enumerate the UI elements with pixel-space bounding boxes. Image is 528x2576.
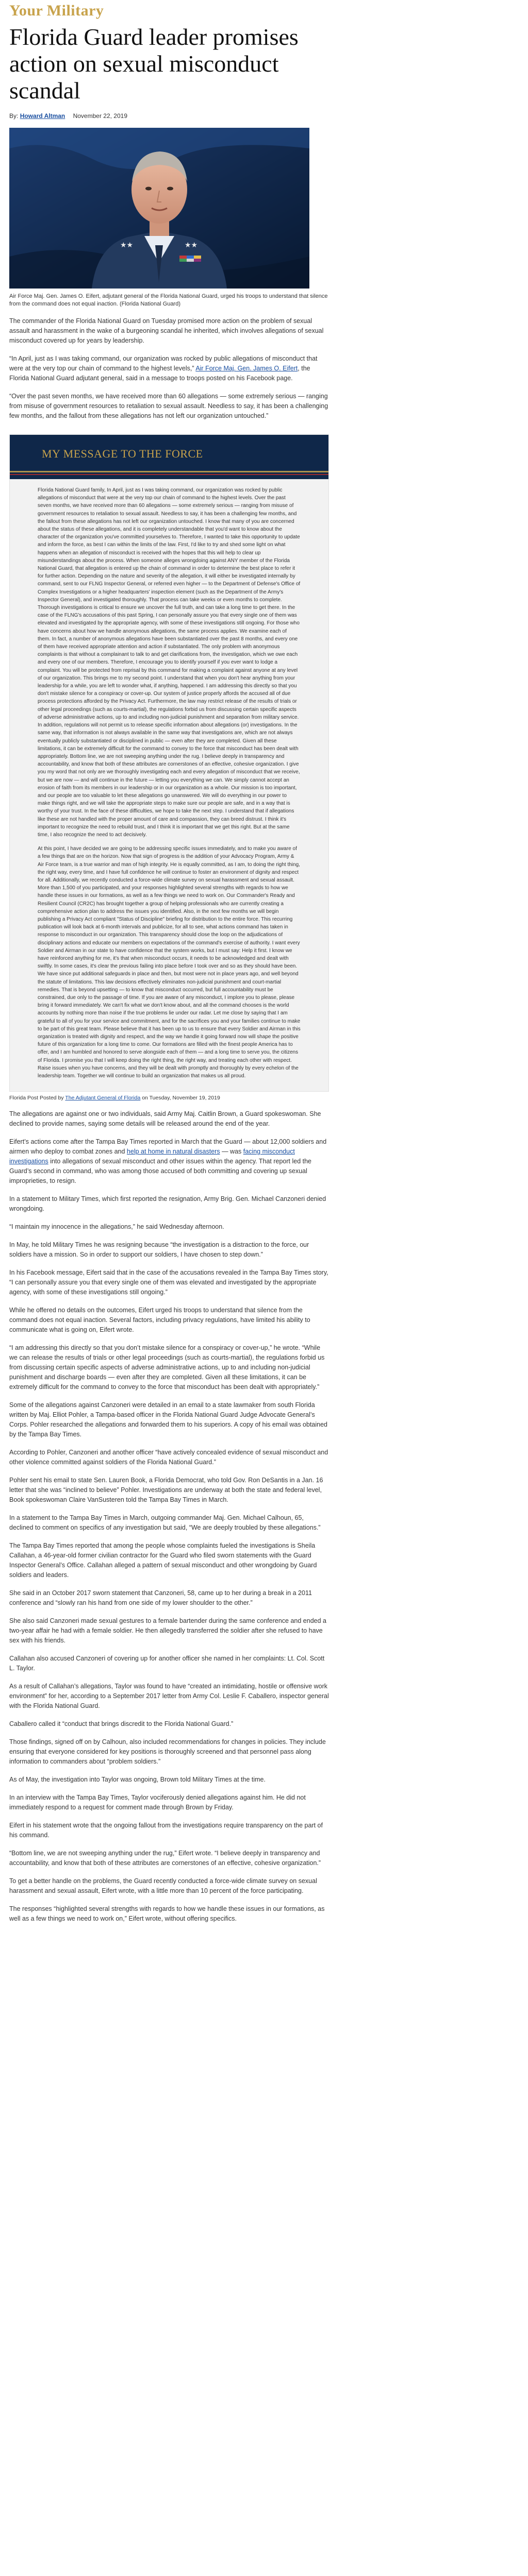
article-paragraph: While he offered no details on the outcomes, Eifert urged his troops to understand that silence from the command does not equal inaction. Several factors, including privacy regulations, have limited his ability to communicate what is going on, Eifert wrote.	[9, 1307, 310, 1334]
ribbon-rack	[179, 256, 201, 262]
article-paragraph: “I maintain my innocence in the allegations,” he said Wednesday afternoon.	[9, 1223, 224, 1231]
article-headline: Florida Guard leader promises action on sexual misconduct scandal	[9, 24, 299, 104]
article-paragraph: In an interview with the Tampa Bay Times, Taylor vociferously denied allegations against him. He did not immediately respond to a request for comment made through Brown by Friday.	[9, 1794, 306, 1811]
article-paragraph: In May, he told Military Times he was resigning because “the investigation is a distraction to the force, our soldiers have a mission. So in order to support our soldiers, I have chosen to step down.”	[9, 1241, 309, 1259]
article-paragraph: In a statement to the Tampa Bay Times in March, outgoing commander Maj. Gen. Michael Calhoun, 65, declined to comment on specifics of any investigation but said, “We are deeply troubled by these allegations.”	[9, 1514, 321, 1532]
article-paragraph: As a result of Callahan’s allegations, Taylor was found to have “created an intimidating, hostile or offensive work environment” for her, according to a September 2017 letter from Army Col. Leslie F. Caballero, inspector general with the Florida National Guard.	[9, 1683, 329, 1710]
eifert-link[interactable]: Air Force Maj. Gen. James O. Eifert	[195, 365, 298, 372]
adjutant-general-link[interactable]: The Adjutant General of Florida	[65, 1095, 141, 1101]
article-paragraph: In his Facebook message, Eifert said that in the case of the accusations revealed in the Tampa Bay Times story, “I can personally assure you that every single one of them was elevated and investigated by the appropriate agency, with some of these investigations still ongoing.”	[9, 1269, 328, 1296]
article-paragraph: The commander of the Florida National Guard on Tuesday promised more action on the problem of sexual assault and harassment in the wake of a burgeoning scandal he inherited, which involves allegations of sexual misconduct covered up for years by leadership.	[9, 317, 324, 344]
publish-date: November 22, 2019	[73, 112, 127, 120]
article-paragraph: Pohler sent his email to state Sen. Lauren Book, a Florida Democrat, who told Gov. Ron DeSantis in a Jan. 16 letter that she was “inclined to believe” Pohler. Investigations are underway at both the state and federal level, Book spokeswoman Claire VanSusteren told the Tampa Bay Times in March.	[9, 1477, 323, 1504]
section-brand[interactable]	[9, 0, 519, 19]
article-paragraph: According to Pohler, Canzoneri and another officer “have actively concealed evidence of sexual misconduct and other violence committed against soldiers of the Florida National Guard.”	[9, 1449, 328, 1466]
embedded-facebook-post	[9, 434, 329, 1092]
paragraph-text: into allegations of sexual misconduct and other issues within the agency. That report led the Guard’s second in command, who was among those accused of both committing and covering up sexual improprieties, to resign.	[9, 1158, 312, 1185]
article-paragraph: Eifert in his statement wrote that the ongoing fallout from the investigations require transparency on the part of his command.	[9, 1822, 323, 1839]
message-banner	[10, 435, 328, 479]
message-body	[10, 479, 328, 1091]
disaster-help-link[interactable]: help at home in natural disasters	[126, 1148, 220, 1156]
article-paragraph: Some of the allegations against Canzoneri were detailed in an email to a state lawmaker from south Florida written by Maj. Elliot Pohler, a Tampa-based officer in the Florida National Guard Judge Advocate General’s Corps. Pohler researched the allegations and forwarded them to his superiors. A copy of his email was obtained by the Tampa Bay Times.	[9, 1401, 328, 1438]
byline-prefix: By:	[9, 112, 19, 120]
author-link[interactable]: Howard Altman	[20, 112, 65, 120]
hero-caption: Air Force Maj. Gen. James O. Eifert, adjutant general of the Florida National Guard, urged his troops to understand that silence from the command does not equal inaction. (Florida National Guard)	[9, 293, 328, 307]
hero-photo	[9, 128, 309, 289]
post-credit	[9, 1095, 329, 1101]
article-paragraph: To get a better handle on the problems, the Guard recently conducted a force-wide climate survey on sexual harassment and sexual assault, Eifert wrote, with a little more than 10 percent of the force participating.	[9, 1877, 317, 1895]
article-paragraph: Caballero called it “conduct that brings discredit to the Florida National Guard.”	[9, 1720, 234, 1728]
byline	[9, 112, 519, 122]
svg-text:★★: ★★	[185, 241, 198, 249]
message-paragraph: At this point, I have decided we are going to be addressing specific issues immediately, and to make you aware of a few things that are on the horizon. Now that sign of progress is the addition of your Advocacy Program, Army & Air Force team, is a true warrior and man of high integrity. He is equally committed, as I am, to doing the right thing, the right way, every time, and I have full confidence he will continue to foster an environment of dignity and respect for all. Additionally, we recently conducted a force-wide climate survey on sexual harassment and sexual assault. More than 1,500 of you participated, and your responses highlighted several strengths with regards to how we handle these issues in our formations, as well as a few things we need to work on. Our Commander's Ready and Resilient Council (CR2C) has brought together a group of helping professionals who are currently creating a comprehensive action plan to address the issues you identified. Also, in the next few months we will begin publishing a Privacy Act compliant "Status of Discipline" briefing for distribution to the entire force. This recurring publication will look back at 6-month intervals and publicize, for all to see, what actions command has taken in response to misconduct in our organization. This transparency should close the loop on the adjudications of disciplinary actions and educate our members on expectations of the command's exercise of authority. I want every Soldier and Airman in our state to have confidence that the system works, but I must say: Help it first. I know we have reinforced anything for me, it's that when misconduct occurs, it needs to be acknowledged and dealt with swiftly. In some cases, it's clear the previous failing into place before I took over and so as they should have been. We have since put additional safeguards in place and then, but most were not in place years ago, and well beyond the statute of limitations. This law decisions effectively eliminates non-judicial punishment and court-martial remedies. That is beyond upsetting — to know that misconduct occurred, but full accountability must be constrained, due only to the passage of time. If you are aware of any misconduct, I implore you to please, please bring it forward immediately. We can't fix what we don't know about, and all the command chooses is the world accounts by nothing more than noise if the true problems lie under our radar. Let me close by saying that I am grateful to all of you for your service and commitment, and for the sacrifices you and your families continue to make to be part of this great team. Please believe that it has been up to us to ensure that every Soldier and Airman in this organization is treated with dignity and respect, and the way we handle it going forward now will shape the positive future of this organization for a long time to come. Our formations are filled with the finest people America has to offer, and I am humbled and honored to serve alongside each of them — and a long time to serve you, the citizens of Florida. I promise you that I will keep doing the right thing, the right way, and treating each other with respect. Raise issues when you have concerns, and they will be dealt with promptly and thoroughly by every echelon of the leadership team. Together we will continue to build an organization that makes us all proud.	[38, 846, 301, 1079]
paragraph-text: Eifert’s actions come after the Tampa Bay Times reported in March that the Guard — about 12,000 soldiers and airmen who deploy to combat zones and	[9, 1138, 327, 1156]
article-paragraph: The responses “highlighted several strengths with regards to how we handle these issues in our formations, as well as a few things we need to work on,” Eifert wrote, without offering specifics.	[9, 1905, 325, 1923]
message-title: MY MESSAGE TO THE FORCE	[42, 447, 203, 460]
misconduct-investigations-link[interactable]: facing misconduct investigations	[9, 1148, 295, 1165]
article-paragraph	[9, 1137, 329, 1186]
paragraph-text: , the Florida National Guard adjutant general, said in a message to troops posted on his Facebook page.	[9, 365, 310, 382]
article-paragraph: In a statement to Military Times, which first reported the resignation, Army Brig. Gen. Michael Canzoneri denied wrongdoing.	[9, 1195, 326, 1213]
credit-text: Florida Post Posted by	[9, 1095, 65, 1101]
article-paragraph: Callahan also accused Canzoneri of covering up for another officer she named in her complaints: Lt. Col. Scott L. Taylor.	[9, 1655, 325, 1672]
credit-text: on Tuesday, November 19, 2019	[140, 1095, 220, 1101]
article-paragraph: “I am addressing this directly so that you don’t mistake silence for a conspiracy or cover-up,” he wrote. “While we can release the results of trials or other legal proceedings (such as courts-martial), the regulations forbid us from discussing certain specific aspects of adverse administrative actions, up to and including non-judicial punishment and discharge boards — even after they are completed. Given all these limitations, it can be extremely difficult for the command to convey to the force that misconduct has been dealt with appropriately.”	[9, 1344, 325, 1391]
article-paragraph: “Over the past seven months, we have received more than 60 allegations — some extremely serious — ranging from misuse of government resources to retaliation to sexual assault. Needless to say, it has been a challenging few months, and the fallout from these allegations has not left our organization untouched.”	[9, 393, 328, 419]
article-paragraph: The Tampa Bay Times reported that among the people whose complaints fueled the investigations is Sheila Callahan, a 46-year-old former civilian contractor for the Guard who filed sworn statements with the Guard Inspector General’s Office. Callahan alleged a pattern of sexual misconduct and other wrongdoing by Guard soldiers and leaders.	[9, 1542, 317, 1579]
article-paragraph: Those findings, signed off on by Calhoun, also included recommendations for changes in policies. They include ensuring that everyone considered for key positions is thoroughly screened and that personnel pass along information to commanders about “problem soldiers.”	[9, 1738, 326, 1766]
svg-text:★★: ★★	[120, 241, 134, 249]
message-paragraph: Florida National Guard family, In April, just as I was taking command, our organization was rocked by public allegations of misconduct that were at the very top our chain of command to the highest levels. Over the past seven months, we have received more than 60 allegations — some extremely serious — ranging from misuse of government resources to retaliation to sexual assault. Needless to say, it has been a challenging few months, and the fallout from these allegations has not left our organization untouched. I know that many of you are concerned about the status of these allegations, and it is completely understandable that you'd want to know about the character of the organization you've committed yourselves to. Therefore, I wanted to take this opportunity to update and inform the force, as best I can within the limits of the law. First, I'd like to try and shed some light on what happens when an allegation of misconduct is received with the hopes that this will help to clear up misunderstandings about the process. When someone alleges wrongdoing against ANY member of the Florida National Guard, that allegation is entered up the chain of command in order to determine the best place to refer it for further action. Depending on the nature and severity of the allegation, it will either be investigated internally by command, sent to our FLNG Inspector General, or referred even higher — to the Department of Defense's Office of Complex Investigations or a higher headquarters' inspection element (such as the Department of the Army's Inspector General), and investigated thoroughly. That process can take weeks or even months to complete. Thorough investigations is critical to ensure we uncover the full truth, and can take a long time to get there. In the case of the FLNG's accusations of this past Spring, I can personally assure you that every single one of them was elevated and investigated by the appropriate agency, with some of these investigations still ongoing. For those who have concerns about how we handle anonymous allegations, the same process applies. We examine each of them. In fact, a number of anonymous allegations have been substantiated over the past 8 months, and every one of them have received appropriate attention and action if substantiated. The only problem with anonymous complaints is that without a complainant to talk to and get clarifications from, the investigation, which we owe each and every one of our members. Therefore, I encourage you to identify yourself if you ever want to lodge a complaint. You will be protected from reprisal by this command for making a complaint against anyone at any level of our organization. This brings me to my second point. I understand that when you don't hear anything from your leadership for a while, you are left to wonder what, if anything, happened. I am addressing this directly so that you don't mistake silence for a conspiracy or cover-up. Our system of justice properly affords the accused all of due process protections afforded by the Privacy Act. Furthermore, the law may restrict release of the results of trials or other legal proceedings (such as courts-martial), the regulations forbid us from discussing certain specific aspects of adverse administrative actions, up to and including non-judicial punishment and separation from military service. In addition, regulations will not permit us to release specific information about allegations (or) investigations. In the same way, that information is not always available in the same way that investigations are, which are not always eventually publicly substantiated or disciplined in public — even after they are completed. Given all these limitations, it can be extremely difficult for the command to convey to the force that misconduct has been dealt with appropriately. Bottom line, we are not sweeping anything under the rug. I believe deeply in transparency and accountability, and know that both of these attributes are cornerstones of an effective, cohesive organization. I give you my word that not only are we thoroughly investigating each and every allegation of misconduct that we receive, but we are now — and will continue in the future — letting you everything we can. We simply cannot accept an erosion of faith from its members in our leadership or in our organization as a whole. Our mission is too important, and our people are too valuable to let these allegations go unanswered. We will do everything in our power to make things right, and we will take the appropriate steps to make sure our people are safe, and in a way that is worthy of your trust. In the face of these difficulties, we hope to take the next step. I understand that if allegations like these are not handled with the proper amount of care and compassion, they can breed distrust. I think it's important to recognize the need to rebuild trust, and I think it is important that we get this right. But at the same time, I also recognize the need to act decisively.	[38, 487, 301, 838]
paragraph-text: — was	[220, 1148, 243, 1156]
portrait-illustration	[9, 128, 309, 289]
article-paragraph: She also said Canzoneri made sexual gestures to a female bartender during the same conference and ended a two-year affair he had with a female soldier. He then allegedly transferred the soldier after she refused to have sex with his friends.	[9, 1617, 326, 1645]
article-paragraph: The allegations are against one or two individuals, said Army Maj. Caitlin Brown, a Guard spokeswoman. She declined to provide names, saying some details will be released around the end of the year.	[9, 1110, 321, 1128]
article-paragraph	[9, 354, 329, 383]
brand-title[interactable]: Your Military	[9, 2, 104, 19]
article-paragraph: She said in an October 2017 sworn statement that Canzoneri, 58, came up to her during a break in a 2011 conference and “slowly ran his hand from one side of my lower shoulder to the other.”	[9, 1589, 312, 1607]
article-paragraph: “Bottom line, we are not sweeping anything under the rug,” Eifert wrote. “I believe deeply in transparency and accountability, and know that both of these attributes are cornerstones of an effective, cohesive organization.”	[9, 1850, 321, 1867]
paragraph-text: “In April, just as I was taking command, our organization was rocked by public allegations of misconduct that were at the very top our chain of command to the highest levels,”	[9, 355, 318, 372]
article-paragraph: As of May, the investigation into Taylor was ongoing, Brown told Military Times at the time.	[9, 1776, 266, 1784]
